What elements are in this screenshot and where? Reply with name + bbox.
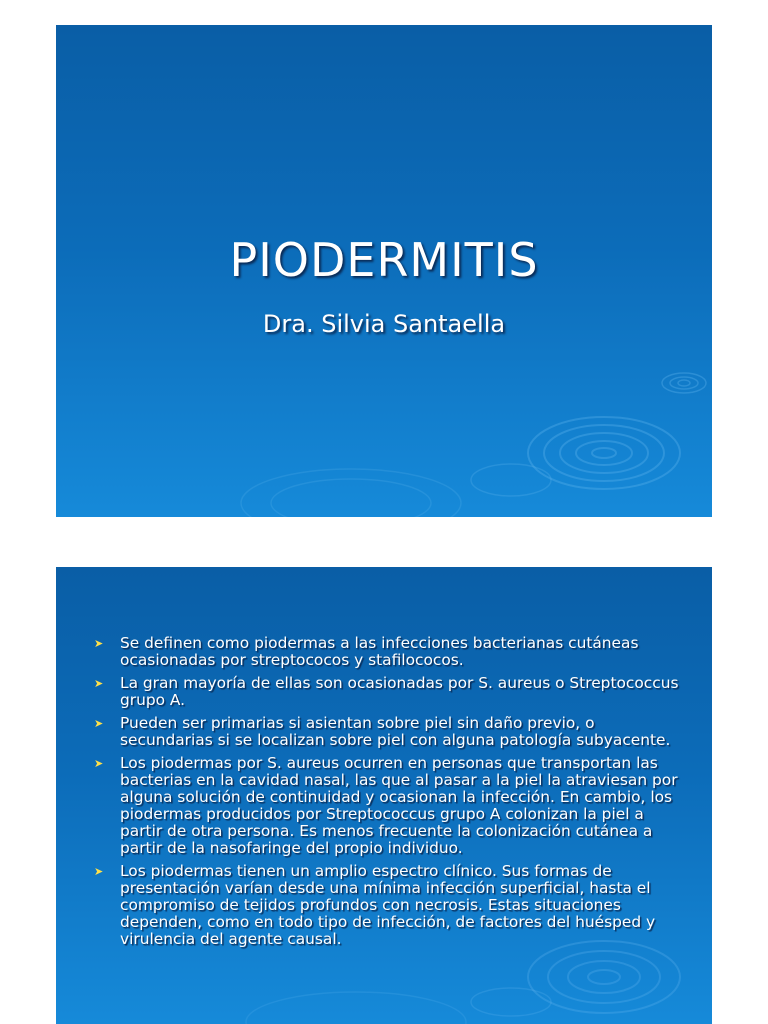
bullet-list	[86, 635, 680, 954]
arrow-bullet-icon: ➤	[94, 637, 104, 650]
list-item-text: Se definen como piodermas a las infecciones bacterianas cutáneas ocasionadas por streptococos y stafilococos.	[120, 634, 639, 669]
list-item	[86, 635, 680, 669]
author-name: Dra. Silvia Santaella	[262, 310, 506, 338]
list-item-text: Los piodermas tienen un amplio espectro clínico. Sus formas de presentación varían desde una mínima infección superficial, hasta el compromiso de tejidos profundos con necrosis. Estas situaciones dependen, como en todo tipo de infección, de factores del huésped y virulencia del agente causal.	[120, 862, 656, 948]
list-item	[86, 755, 680, 857]
arrow-bullet-icon: ➤	[94, 717, 104, 730]
list-item	[86, 715, 680, 749]
content-slide	[56, 567, 712, 1024]
list-item-text: Pueden ser primarias si asientan sobre piel sin daño previo, o secundarias si se localizan sobre piel con alguna patología subyacente.	[120, 714, 671, 749]
list-item	[86, 863, 680, 948]
arrow-bullet-icon: ➤	[94, 757, 104, 770]
title-slide	[56, 25, 712, 517]
list-item-text: Los piodermas por S. aureus ocurren en personas que transportan las bacterias en la cavidad nasal, las que al pasar a la piel la atraviesan por alguna solución de continuidad y ocasionan la infección. En cambio, los piodermas producidos por Streptococcus grupo A colonizan la piel a partir de otra persona. Es menos frecuente la colonización cutánea a partir de la nasofaringe del propio individuo.	[120, 754, 678, 857]
presentation-title: PIODERMITIS	[229, 233, 539, 287]
arrow-bullet-icon: ➤	[94, 865, 104, 878]
arrow-bullet-icon: ➤	[94, 677, 104, 690]
list-item-text: La gran mayoría de ellas son ocasionadas por S. aureus o Streptococcus grupo A.	[120, 674, 679, 709]
list-item	[86, 675, 680, 709]
